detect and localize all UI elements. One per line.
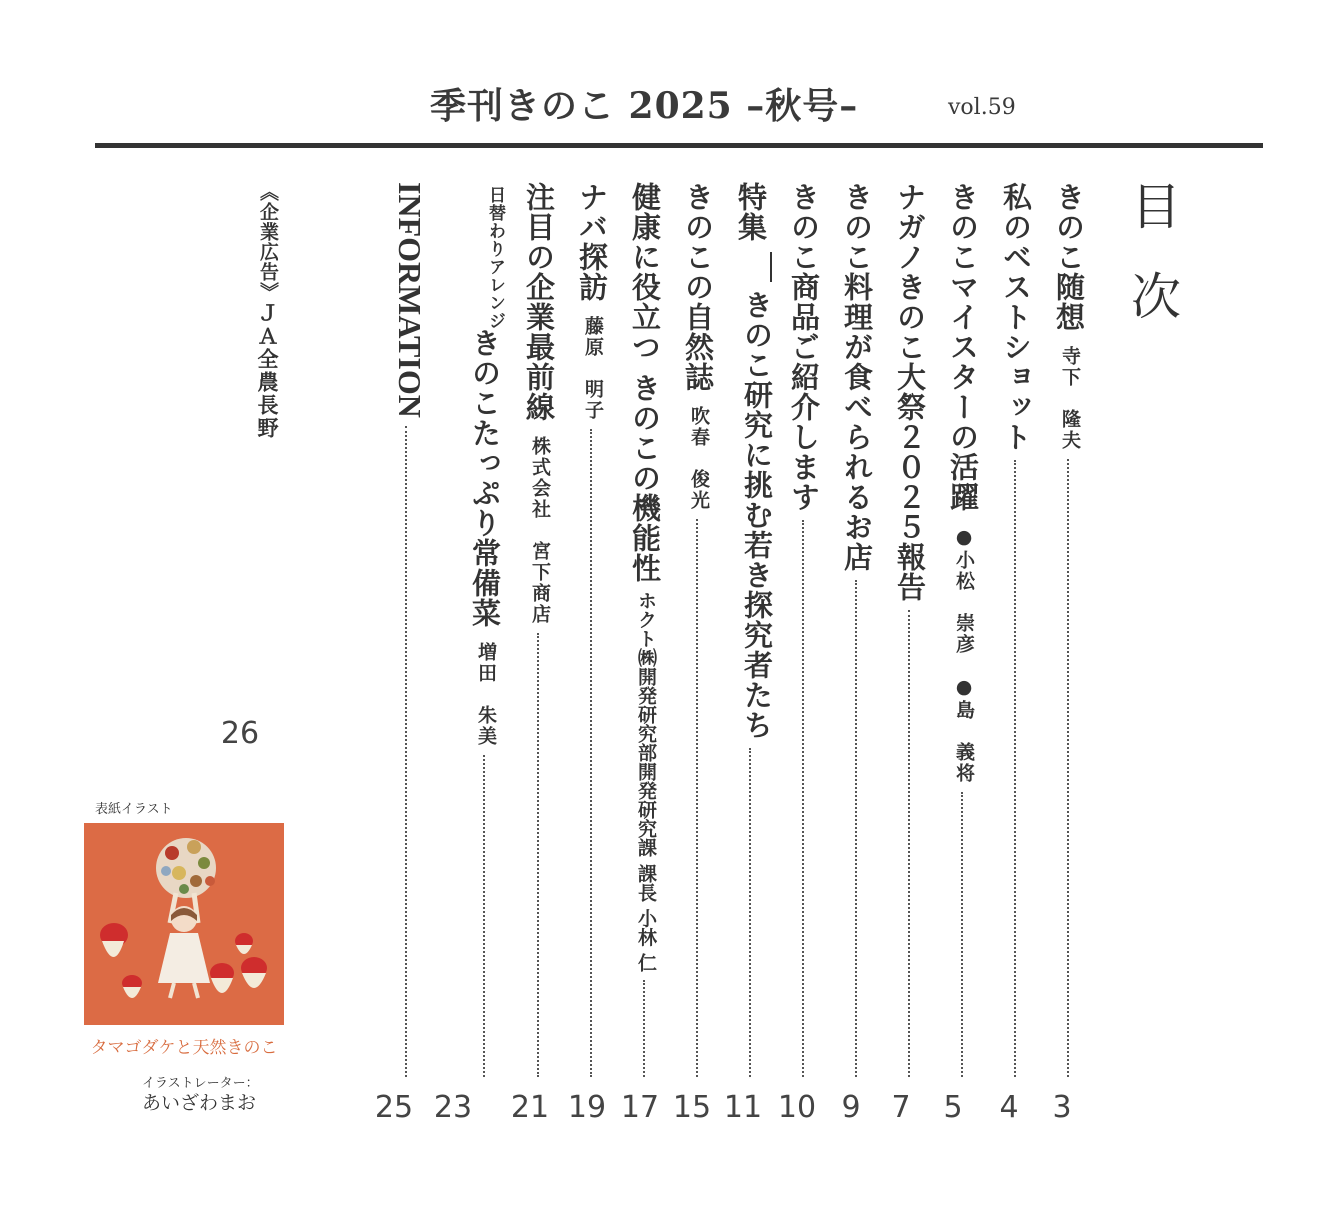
magazine-title: 季刊きのこ 2025 –秋号– <box>430 85 859 127</box>
page-number: 23 <box>433 1090 473 1125</box>
entry-author: 増田 朱美 <box>475 642 497 747</box>
entry-title: きのこマイスターの活躍 <box>946 182 980 512</box>
page-number: 19 <box>567 1090 607 1125</box>
entry-author: ホクト㈱開発研究部開発研究課 課長 小林 仁 <box>635 591 657 972</box>
entry-title: きのこの自然誌 <box>681 182 715 392</box>
page-number: 17 <box>620 1090 660 1125</box>
volume-number: vol.59 <box>948 95 1016 120</box>
toc-entry[interactable] <box>991 182 1037 1077</box>
mushroom-girl-illustration <box>84 823 284 1025</box>
entry-subtitle: きのこ研究に挑む若き探究者たち <box>740 290 774 740</box>
toc-entry[interactable] <box>885 182 931 1077</box>
toc-heading: 目次 <box>1123 180 1181 360</box>
dot-leader <box>483 755 485 1077</box>
title-dash <box>770 252 772 282</box>
entry-title: ナバ探訪 <box>575 182 609 302</box>
page-number: 15 <box>672 1090 712 1125</box>
dot-leader <box>1014 460 1016 1077</box>
entry-title: きのこ随想 <box>1052 182 1086 332</box>
entry-title: きのこたっぷり常備菜 <box>468 328 502 628</box>
page-number: 7 <box>891 1090 911 1125</box>
entry-prefix: 日替わりアレンジ <box>485 186 505 330</box>
dot-leader <box>961 792 963 1077</box>
dot-leader <box>405 426 407 1077</box>
ad-name: ＪＡ全農長野 <box>255 302 280 440</box>
toc-entry-special[interactable] <box>726 182 772 1077</box>
cover-caption: タマゴダケと天然きのこ <box>90 1038 278 1058</box>
toc-entry[interactable] <box>567 182 613 1077</box>
entry-title: きのこ料理が食べられるお店 <box>840 182 874 572</box>
toc-entry[interactable] <box>673 182 719 1077</box>
toc-entry[interactable] <box>1044 182 1090 1077</box>
dot-leader <box>643 980 645 1077</box>
page-number: 9 <box>841 1090 861 1125</box>
cover-label: 表紙イラスト <box>95 802 173 817</box>
dot-leader <box>537 633 539 1077</box>
entry-author: 寺下 隆夫 <box>1059 346 1081 451</box>
dot-leader <box>855 580 857 1077</box>
entry-title: 特集 <box>734 182 768 242</box>
dot-leader <box>802 520 804 1077</box>
toc-entry[interactable] <box>436 186 506 1077</box>
toc-entry[interactable] <box>832 182 878 1077</box>
page-number: 21 <box>510 1090 550 1125</box>
corporate-ad-entry[interactable] <box>222 182 282 702</box>
dot-leader <box>590 429 592 1077</box>
illustrator-name: あいざわまお <box>142 1092 257 1114</box>
entry-author: 藤原 明子 <box>582 316 604 421</box>
entry-title: きのこ商品ご紹介します <box>787 182 821 512</box>
page-number: 25 <box>374 1090 414 1125</box>
toc-entry[interactable] <box>938 182 984 1077</box>
header <box>0 78 1335 138</box>
page-number: 10 <box>777 1090 817 1125</box>
entry-title: 注目の企業最前線 <box>522 182 556 422</box>
dot-leader <box>1067 459 1069 1077</box>
toc-entry[interactable] <box>382 182 428 1077</box>
page-number: 4 <box>999 1090 1019 1125</box>
page-number: 3 <box>1052 1090 1072 1125</box>
cover-illustration <box>84 823 284 1025</box>
dot-leader <box>749 748 751 1077</box>
ad-label: 《企業広告》 <box>257 182 279 302</box>
entry-author: 株式会社 宮下商店 <box>529 436 551 625</box>
toc-entry[interactable] <box>514 182 560 1077</box>
toc-entry[interactable] <box>620 182 666 1077</box>
entry-title: ナガノきのこ大祭２０２５報告 <box>893 182 927 602</box>
illustrator-label: イラストレーター： <box>142 1076 259 1091</box>
header-rule <box>95 143 1263 148</box>
page-number: 11 <box>723 1090 763 1125</box>
dot-leader <box>908 610 910 1077</box>
entry-title: INFORMATION <box>392 182 428 418</box>
entry-title: 私のベストショット <box>999 182 1033 452</box>
toc-entry[interactable] <box>779 182 825 1077</box>
entry-author: ●小松 崇彦 ●島 義将 <box>953 526 975 784</box>
page-number: 5 <box>943 1090 963 1125</box>
dot-leader <box>696 519 698 1077</box>
entry-title: 健康に役立つ きのこの機能性 <box>628 182 662 584</box>
ad-page-number: 26 <box>220 716 260 751</box>
entry-author: 吹春 俊光 <box>688 406 710 511</box>
